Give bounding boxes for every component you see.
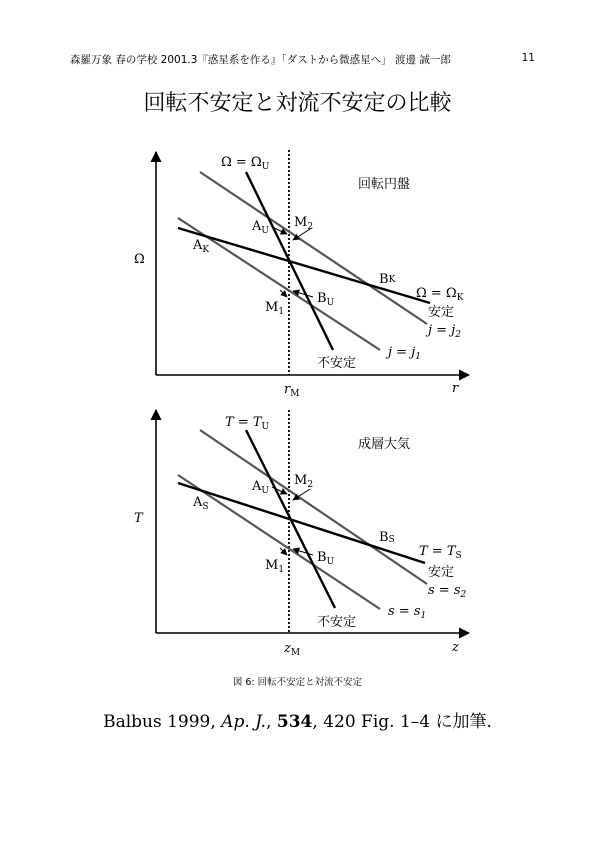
page-number: 11 bbox=[521, 52, 535, 64]
label-stable: 安定 bbox=[428, 305, 455, 320]
label-a-u-bottom: $A_U$ bbox=[252, 479, 269, 496]
figure-caption: 図 6: 回転不安定と対流不安定 bbox=[232, 677, 363, 688]
label-b-k: BK bbox=[379, 272, 396, 287]
reference-journal: Ap. J. bbox=[221, 712, 267, 732]
top-arrow-m1 bbox=[280, 290, 287, 297]
label-omega-k: $\Omega = \Omega_K$ bbox=[416, 286, 464, 303]
top-y-axis-label: Ω bbox=[134, 252, 145, 267]
label-m-2-bottom: $M_2$ bbox=[294, 473, 314, 490]
top-panel bbox=[134, 150, 469, 399]
reference-author-year: Balbus 1999, bbox=[103, 712, 222, 732]
label-m-1-bottom: $M_1$ bbox=[265, 558, 285, 575]
running-header: 森羅万象 春の学校 2001.3『惑星系を作る』「ダストから微惑星へ」 渡邊 誠一郎 bbox=[70, 54, 451, 66]
label-unstable-bottom: 不安定 bbox=[317, 615, 357, 630]
reference-sep: , bbox=[266, 712, 277, 732]
label-a-k: $A_K$ bbox=[193, 238, 210, 255]
label-b-s: BS bbox=[379, 530, 395, 545]
top-panel-label: 回転円盤 bbox=[358, 177, 411, 192]
label-stable-bottom: 安定 bbox=[428, 565, 455, 580]
reference-line bbox=[0, 707, 595, 732]
label-a-s: $A_S$ bbox=[193, 495, 209, 512]
reference-volume: 534 bbox=[276, 712, 313, 732]
label-omega-u: $\Omega = \Omega_U$ bbox=[221, 155, 270, 172]
reference-rest: , 420 Fig. 1–4 に加筆. bbox=[312, 712, 492, 732]
page-title: 回転不安定と対流不安定の比較 bbox=[143, 91, 452, 116]
top-x-axis-label: r bbox=[452, 381, 459, 396]
label-t-u: $T = T_U$ bbox=[225, 415, 270, 432]
bottom-x-mark: $z_M$ bbox=[284, 641, 301, 658]
label-j1: $j = j_1$ bbox=[388, 345, 421, 362]
label-m-2: $M_2$ bbox=[294, 215, 314, 232]
top-x-mark: $r_M$ bbox=[284, 382, 300, 399]
label-t-s: $T = T_S$ bbox=[419, 544, 462, 561]
label-b-u-bottom: $B_U$ bbox=[317, 550, 335, 567]
label-m-1: $M_1$ bbox=[265, 300, 285, 317]
label-a-u: $A_U$ bbox=[252, 219, 269, 236]
bottom-panel bbox=[134, 410, 469, 658]
label-s1: $s = s_1$ bbox=[388, 604, 427, 621]
bottom-line-t-u bbox=[246, 430, 335, 608]
bottom-y-axis-label: T bbox=[134, 511, 143, 526]
bottom-panel-label: 成層大気 bbox=[358, 437, 411, 452]
label-unstable: 不安定 bbox=[317, 356, 357, 371]
label-j2: $j = j_2$ bbox=[428, 323, 461, 340]
bottom-x-axis-label: z bbox=[452, 640, 459, 655]
top-line-j2 bbox=[200, 172, 427, 324]
label-b-u: $B_U$ bbox=[317, 291, 335, 308]
bottom-arrow-m1 bbox=[280, 548, 287, 555]
bottom-line-s2 bbox=[200, 430, 427, 584]
label-s2: $s = s_2$ bbox=[428, 583, 467, 600]
